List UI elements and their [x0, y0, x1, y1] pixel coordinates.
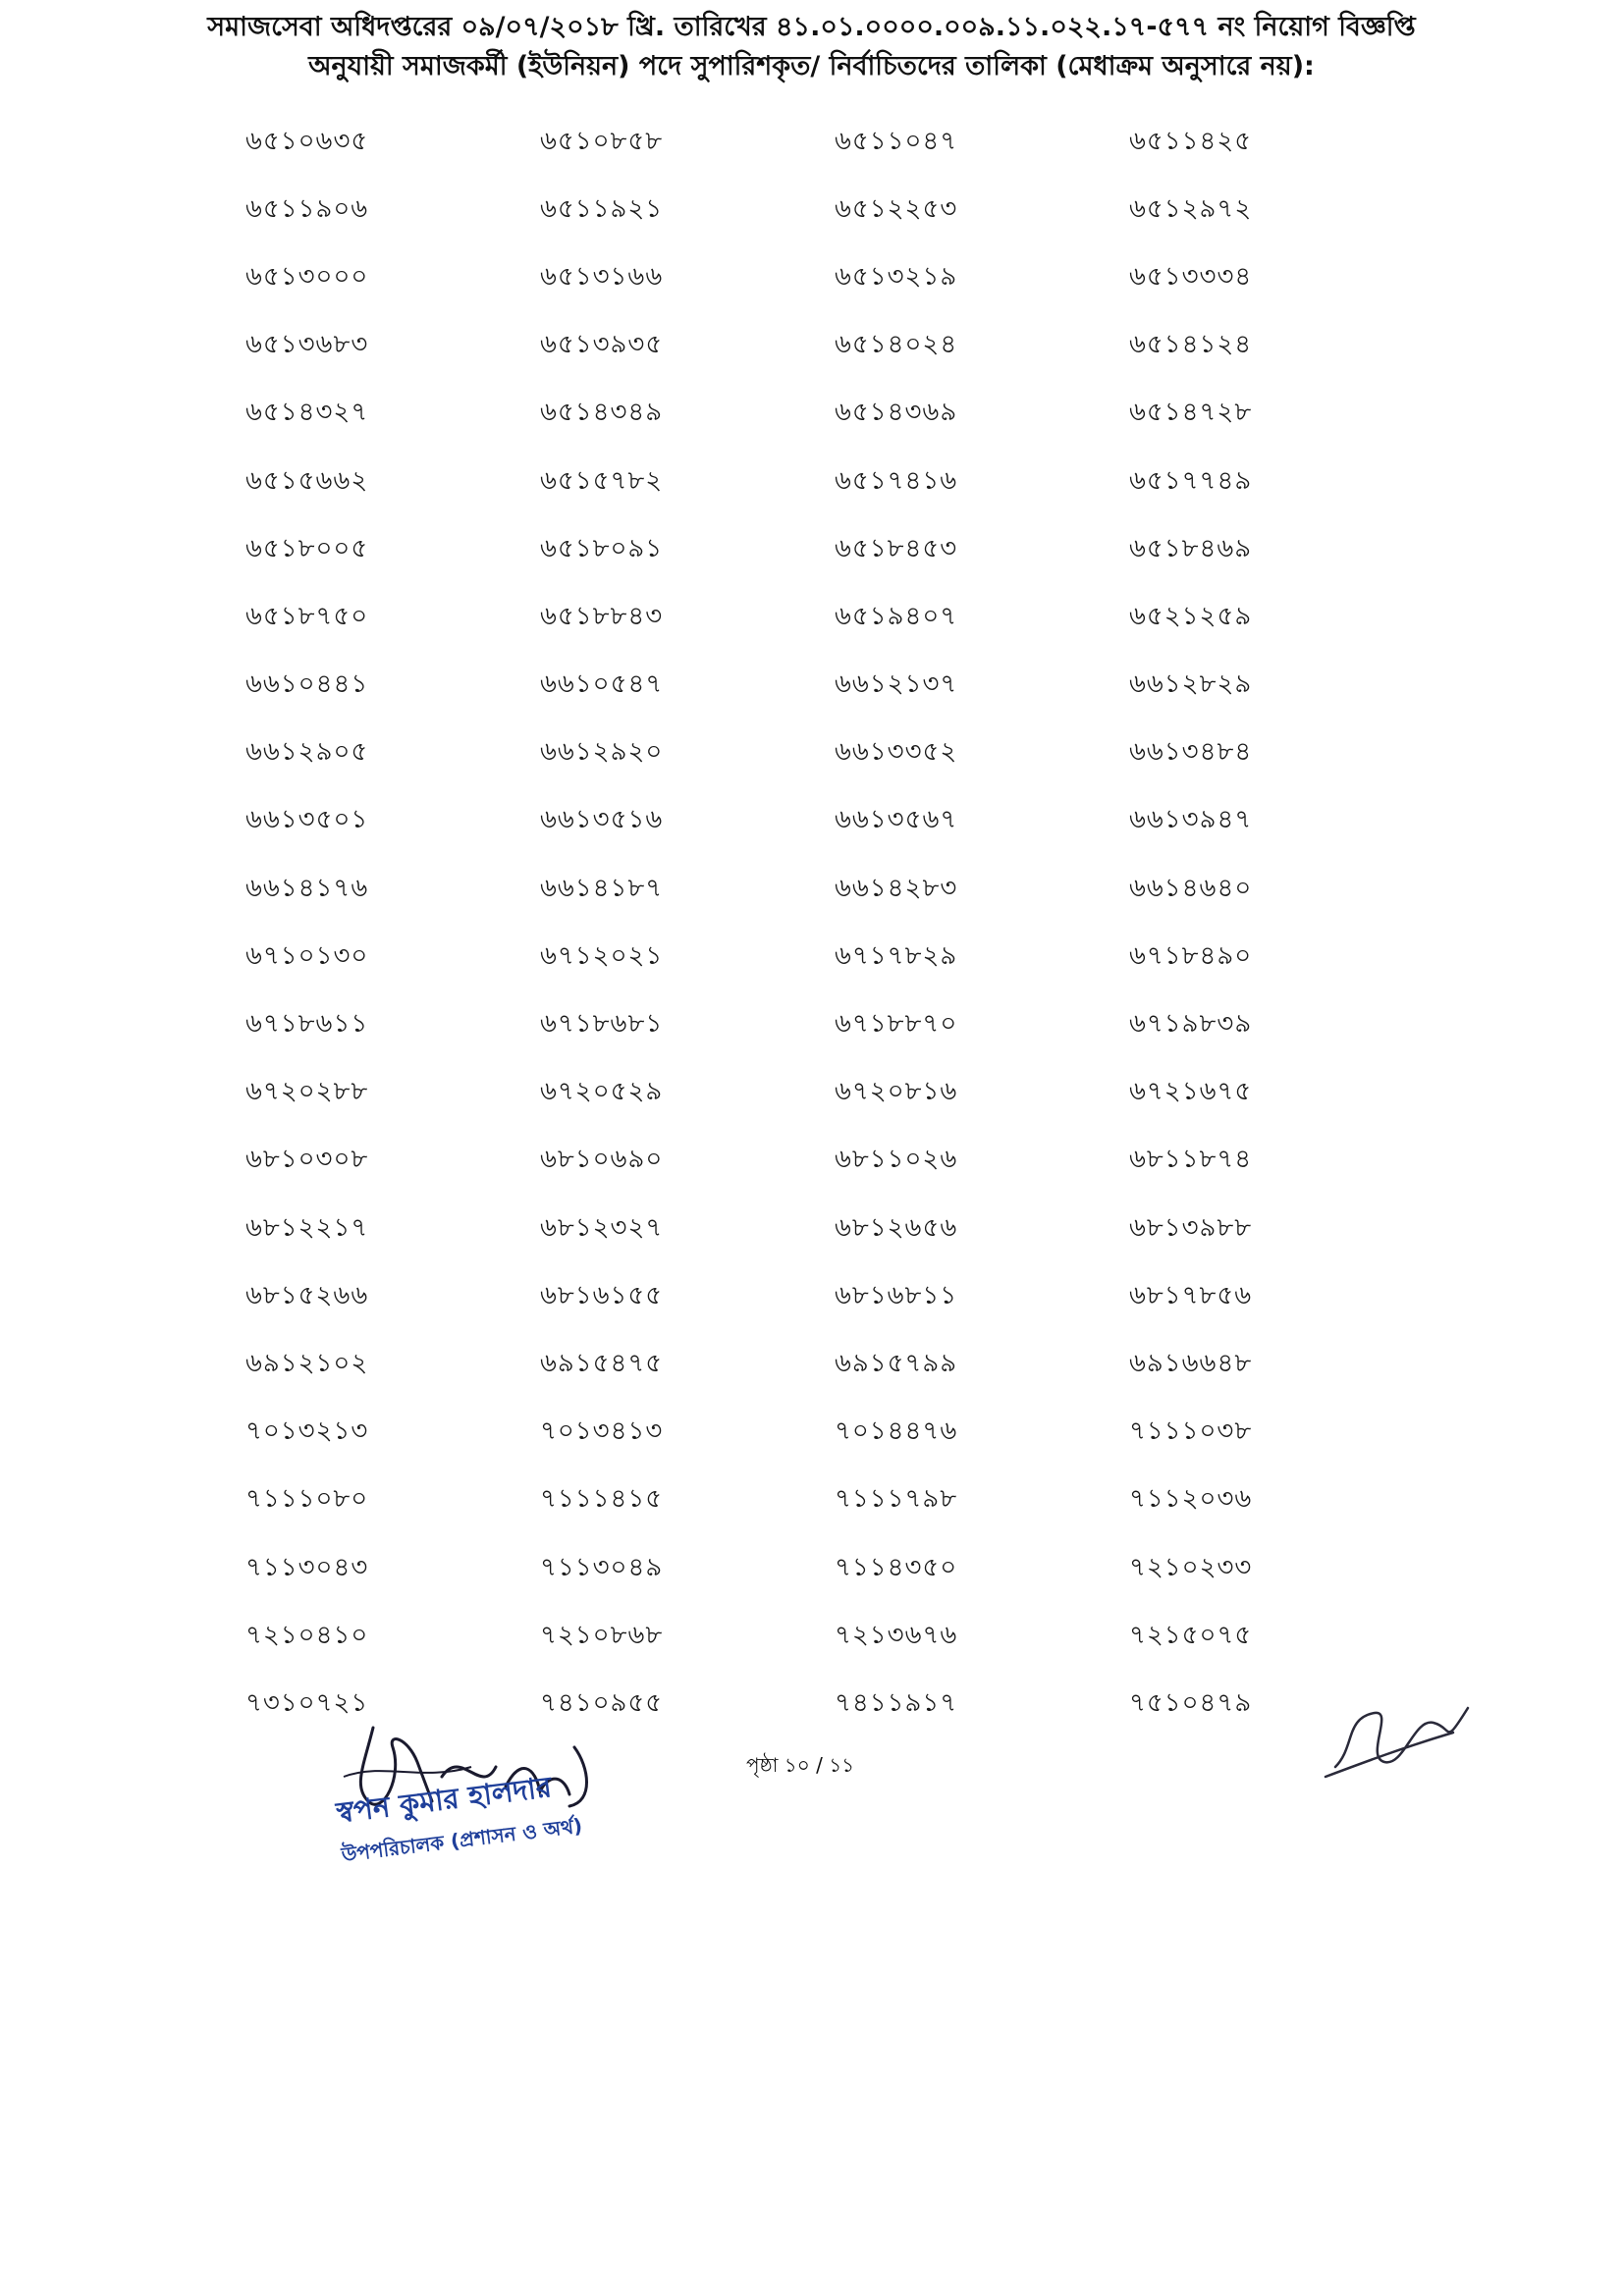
- roll-number-cell: ৬৮১২৩২৭: [540, 1212, 664, 1243]
- roll-number-cell: ৬৫১৩০০০: [245, 261, 369, 292]
- roll-number-cell: ৬৮১২৬৫৬: [835, 1212, 958, 1243]
- document-header: [59, 8, 1564, 86]
- table-row: [245, 1467, 1424, 1534]
- table-row: [245, 923, 1424, 990]
- roll-number-cell: ৬৭১২০২১: [540, 940, 664, 971]
- roll-number-cell: ৭২১০৮৬৮: [540, 1620, 664, 1650]
- roll-number-cell: ৬৫১৮০০৫: [245, 533, 369, 563]
- table-row: [245, 1330, 1424, 1398]
- roll-number-cell: ৬৫১৩১৬৬: [540, 261, 664, 292]
- table-row: [245, 1059, 1424, 1127]
- roll-number-cell: ৬৫১৮৮৪৩: [540, 601, 664, 631]
- roll-number-cell: ৭০১৪৪৭৬: [835, 1416, 958, 1447]
- roll-number-cell: ৬৬১৩৩৫২: [835, 737, 958, 768]
- roll-number-cell: ৬৯১৫৭৯৯: [835, 1348, 958, 1378]
- table-row: [245, 312, 1424, 380]
- roll-number-cell: ৭০১৩২১৩: [245, 1416, 369, 1447]
- roll-number-cell: ৬৮১৫২৬৬: [245, 1280, 369, 1310]
- roll-number-cell: ৬৭২১৬৭৫: [1129, 1077, 1253, 1107]
- roll-number-cell: ৬৫১২৯৭২: [1129, 193, 1253, 224]
- roll-number-cell: ৬৬১৪১৮৭: [540, 873, 664, 903]
- roll-number-cell: ৭২১০২৩৩: [1129, 1552, 1253, 1582]
- table-row: [245, 448, 1424, 515]
- roll-number-cell: ৬৬১৩৫০১: [245, 805, 369, 835]
- roll-number-cell: ৬৬১২৯০৫: [245, 737, 369, 768]
- stamp-designation: উপপরিচালক (প্রশাসন ও অর্থ): [340, 1813, 584, 1867]
- roll-number-cell: ৬৮১০৬৯০: [540, 1145, 664, 1175]
- roll-number-cell: ৬৫১১৯০৬: [245, 193, 369, 224]
- header-line-1: সমাজসেবা অধিদপ্তরের ০৯/০৭/২০১৮ খ্রি. তারিখের ৪১.০১.০০০০.০০৯.১১.০২২.১৭-৫৭৭ নং নিয়োগ বিজ্ঞপ্তি: [207, 12, 1416, 42]
- roll-number-cell: ৬৮১৩৯৮৮: [1129, 1212, 1253, 1243]
- roll-number-cell: ৬৯১৫৪৭৫: [540, 1348, 664, 1378]
- roll-number-cell: ৬৭১৮৮৭০: [835, 1009, 958, 1040]
- stamp-name: স্বপন কুমার হালদার: [334, 1770, 554, 1830]
- roll-number-cell: ৭১১৪৩৫০: [835, 1552, 958, 1582]
- table-row: [245, 515, 1424, 583]
- roll-number-cell: ৬৭১৮৬৮১: [540, 1009, 664, 1040]
- roll-number-cell: ৬৮১২২১৭: [245, 1212, 369, 1243]
- roll-number-cell: ৬৭১৮৬১১: [245, 1009, 369, 1040]
- roll-number-cell: ৬৮১৬৮১১: [835, 1280, 958, 1310]
- roll-number-cell: ৬৫১৫৭৮২: [540, 465, 664, 496]
- roll-number-cell: ৬৬১৩৯৪৭: [1129, 805, 1253, 835]
- roll-number-cell: ৭৫১০৪৭৯: [1129, 1687, 1253, 1718]
- roll-number-cell: ৬৮১১৮৭৪: [1129, 1145, 1253, 1175]
- table-row: [245, 1399, 1424, 1467]
- roll-number-cell: ৭২১০৪১০: [245, 1620, 369, 1650]
- roll-number-cell: ৬৫১০৬৩৫: [245, 126, 369, 156]
- roll-number-cell: ৭১১৩০৪৯: [540, 1552, 664, 1582]
- roll-number-cell: ৭১১২০৩৬: [1129, 1484, 1253, 1515]
- roll-number-cell: ৬৫১৩৬৮৩: [245, 330, 369, 360]
- table-row: [245, 1262, 1424, 1330]
- roll-number-table: [245, 108, 1424, 1738]
- roll-number-cell: ৬৬১০৪৪১: [245, 669, 369, 700]
- roll-number-cell: ৬৫১৪১২৪: [1129, 330, 1253, 360]
- roll-number-cell: ৬৬১২৯২০: [540, 737, 664, 768]
- roll-number-cell: ৭১১১৭৯৮: [835, 1484, 958, 1515]
- page-number: পৃষ্ঠা ১০ / ১১: [746, 1753, 855, 1777]
- roll-number-cell: ৬৫১১৪২৫: [1129, 126, 1253, 156]
- roll-number-cell: ৭২১৩৬৭৬: [835, 1620, 958, 1650]
- header-line-2: অনুযায়ী সমাজকর্মী (ইউনিয়ন) পদে সুপারিশকৃত/ নির্বাচিতদের তালিকা (মেধাক্রম অনুসারে নয়):: [308, 51, 1315, 81]
- roll-number-cell: ৭০১৩৪১৩: [540, 1416, 664, 1447]
- table-row: [245, 1534, 1424, 1602]
- signature-right: [1306, 1679, 1483, 1787]
- table-row: [245, 108, 1424, 176]
- roll-number-cell: ৬৫১৮৪৫৩: [835, 533, 958, 563]
- roll-number-cell: ৬৫২১২৫৯: [1129, 601, 1253, 631]
- roll-number-cell: ৬৭১৭৮২৯: [835, 940, 958, 971]
- roll-number-cell: ৬৭১০১৩০: [245, 940, 369, 971]
- roll-number-cell: ৬৫১৮৪৬৯: [1129, 533, 1253, 563]
- roll-number-cell: ৬৫১৪৩৬৯: [835, 398, 958, 428]
- table-row: [245, 176, 1424, 243]
- table-row: [245, 583, 1424, 651]
- roll-number-cell: ৬৯১২১০২: [245, 1348, 369, 1378]
- roll-number-cell: ৬৫১৩৯৩৫: [540, 330, 664, 360]
- roll-number-cell: ৬৭১৯৮৩৯: [1129, 1009, 1253, 1040]
- roll-number-cell: ৬৮১১০২৬: [835, 1145, 958, 1175]
- roll-number-cell: ৭১১১৪১৫: [540, 1484, 664, 1515]
- table-row: [245, 652, 1424, 720]
- table-row: [245, 243, 1424, 311]
- roll-number-cell: ৭১১১০৮০: [245, 1484, 369, 1515]
- roll-number-cell: ৬৫১৮০৯১: [540, 533, 664, 563]
- roll-number-cell: ৬৫১৪০২৪: [835, 330, 958, 360]
- roll-number-cell: ৭১১১০৩৮: [1129, 1416, 1253, 1447]
- roll-number-cell: ৬৫১৭৪১৬: [835, 465, 958, 496]
- roll-number-cell: ৭৪১০৯৫৫: [540, 1687, 664, 1718]
- roll-number-cell: ৭১১৩০৪৩: [245, 1552, 369, 1582]
- roll-number-cell: ৬৫১৩২১৯: [835, 261, 958, 292]
- roll-number-cell: ৬৫১৯৪০৭: [835, 601, 958, 631]
- table-row: [245, 855, 1424, 923]
- table-row: [245, 1127, 1424, 1195]
- roll-number-cell: ৬৭২০৫২৯: [540, 1077, 664, 1107]
- roll-number-cell: ৬৬১৩৫৬৭: [835, 805, 958, 835]
- roll-number-cell: ৬৫১১৯২১: [540, 193, 664, 224]
- roll-number-cell: ৬৬১৩৫১৬: [540, 805, 664, 835]
- roll-number-cell: ৬৯১৬৬৪৮: [1129, 1348, 1253, 1378]
- roll-number-cell: ৬৭২০৮১৬: [835, 1077, 958, 1107]
- roll-number-cell: ৬৫১৭৭৪৯: [1129, 465, 1253, 496]
- roll-number-cell: ৬৭১৮৪৯০: [1129, 940, 1253, 971]
- roll-number-cell: ৬৫১৩৩৩৪: [1129, 261, 1253, 292]
- table-row: [245, 990, 1424, 1058]
- table-row: [245, 380, 1424, 448]
- roll-number-cell: ৬৮১০৩০৮: [245, 1145, 369, 1175]
- table-row: [245, 787, 1424, 855]
- roll-number-cell: ৬৬১২১৩৭: [835, 669, 958, 700]
- table-row: [245, 1195, 1424, 1262]
- roll-number-cell: ৬৬১৪৬৪০: [1129, 873, 1253, 903]
- roll-number-cell: ৬৬১০৫৪৭: [540, 669, 664, 700]
- roll-number-cell: ৭৩১০৭২১: [245, 1687, 369, 1718]
- table-row: [245, 720, 1424, 787]
- roll-number-cell: ৬৫১১০৪৭: [835, 126, 958, 156]
- roll-number-cell: ৬৬১৩৪৮৪: [1129, 737, 1253, 768]
- table-row: [245, 1602, 1424, 1670]
- roll-number-cell: ৭২১৫০৭৫: [1129, 1620, 1253, 1650]
- roll-number-cell: ৬৫১৪৩৪৯: [540, 398, 664, 428]
- roll-number-cell: ৬৫১২২৫৩: [835, 193, 958, 224]
- roll-number-cell: ৬৫১৫৬৬২: [245, 465, 369, 496]
- roll-number-cell: ৬৮১৬১৫৫: [540, 1280, 664, 1310]
- roll-number-cell: ৬৬১৪১৭৬: [245, 873, 369, 903]
- roll-number-cell: ৬৫১৪৩২৭: [245, 398, 369, 428]
- roll-number-cell: ৬৮১৭৮৫৬: [1129, 1280, 1253, 1310]
- roll-number-cell: ৬৫১০৮৫৮: [540, 126, 664, 156]
- roll-number-cell: ৬৫১৮৭৫০: [245, 601, 369, 631]
- roll-number-cell: ৬৫১৪৭২৮: [1129, 398, 1253, 428]
- roll-number-cell: ৭৪১১৯১৭: [835, 1687, 958, 1718]
- roll-number-cell: ৬৬১৪২৮৩: [835, 873, 958, 903]
- roll-number-cell: ৬৬১২৮২৯: [1129, 669, 1253, 700]
- roll-number-cell: ৬৭২০২৮৮: [245, 1077, 369, 1107]
